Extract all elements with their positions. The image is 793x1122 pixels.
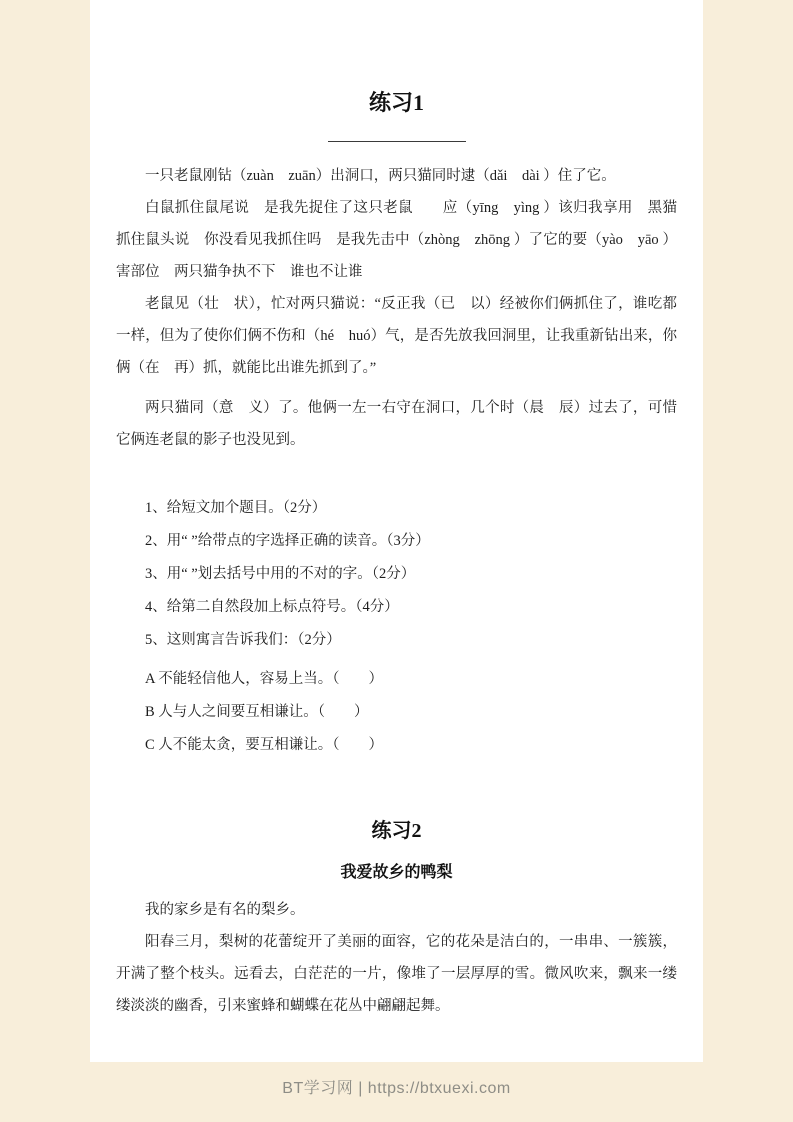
exercise1-answer-options	[116, 669, 677, 756]
question-item: 5、这则寓言告诉我们：（2分）	[145, 632, 341, 648]
question-item: 2、用“ ”给带点的字选择正确的读音。（3分）	[145, 533, 430, 549]
exercise1-paragraph: 一只老鼠刚钻（zuàn zuān）出洞口，两只猫同时逮（dǎi dài ）住了它。	[145, 168, 616, 184]
exercise2-paragraph: 我的家乡是有名的梨乡。	[145, 902, 305, 918]
exercise1-questions	[116, 498, 677, 756]
exercise2-subtitle: 我爱故乡的鸭梨	[340, 864, 453, 881]
question-item: 3、用“ ”划去括号中用的不对的字。（2分）	[145, 566, 416, 582]
watermark-text: BT学习网 | https://btxuexi.com	[282, 1080, 511, 1097]
exercise1-title: 练习1	[368, 90, 424, 115]
exercise2-section	[116, 814, 677, 1022]
exercise1-paragraph: 两只猫同（意 义）了。他俩一左一右守在洞口，几个时（晨 辰）过去了，可惜它俩连老鼠的影子也没见到。	[116, 400, 677, 448]
title-divider-line	[328, 141, 466, 142]
exercise2-title: 练习2	[371, 820, 422, 842]
question-item: 4、给第二自然段加上标点符号。（4分）	[145, 599, 399, 615]
exercise1-paragraph: 老鼠见（壮 状），忙对两只猫说：“反正我（已 以）经被你们俩抓住了，谁吃都一样，但为了使你们俩不伤和（hé huó）气，是否先放我回洞里，让我重新钻出来，你俩（在 再）抓，就能比出谁先抓到了。”	[116, 296, 677, 376]
option-item: C 人不能太贪，要互相谦让。（ ）	[145, 737, 384, 753]
question-item: 1、给短文加个题目。（2分）	[145, 500, 327, 516]
document-sheet	[90, 0, 703, 1062]
exercise1-section	[116, 86, 677, 756]
exercise2-paragraph: 阳春三月，梨树的花蕾绽开了美丽的面容，它的花朵是洁白的，一串串、一簇簇，开满了整个枝头。远看去，白茫茫的一片，像堆了一层厚厚的雪。微风吹来，飘来一缕缕淡淡的幽香，引来蜜蜂和蝴蝶在花丛中翩翩起舞。	[116, 934, 677, 1014]
option-item: A 不能轻信他人，容易上当。（ ）	[145, 671, 384, 687]
option-item: B 人与人之间要互相谦让。（ ）	[145, 704, 369, 720]
exercise1-paragraph: 白鼠抓住鼠尾说 是我先捉住了这只老鼠 应（yīng yìng ）该归我享用 黑猫抓住鼠头说 你没看见我抓住吗 是我先击中（zhòng zhōng ）了它的要（yào yāo ）害部位 两只猫争执不下 谁也不让谁	[116, 200, 677, 280]
